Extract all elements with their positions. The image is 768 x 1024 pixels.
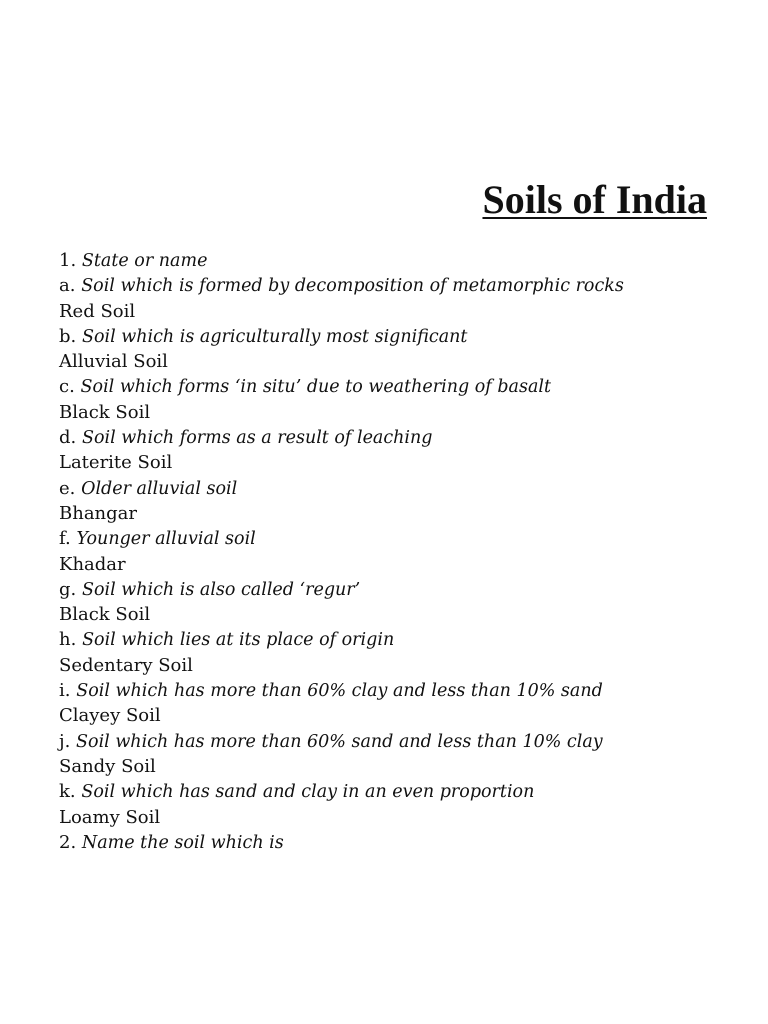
item-letter: a. <box>59 275 76 297</box>
item-answer: Sandy Soil <box>59 755 156 777</box>
item-answer: Khadar <box>59 553 126 575</box>
item-question <box>59 678 739 703</box>
item-question-text: Soil which is agriculturally most significant <box>81 326 468 347</box>
item-letter: e. <box>59 477 76 499</box>
item-question-text: Soil which has more than 60% sand and less than 10% clay <box>76 731 603 752</box>
item-letter: i. <box>59 680 71 702</box>
item-question-text: Soil which forms ‘in situ’ due to weathering of basalt <box>80 377 552 398</box>
item-answer: Loamy Soil <box>59 806 161 828</box>
item-question-text: Older alluvial soil <box>81 478 238 499</box>
question-number: 1 <box>59 250 71 271</box>
item-question <box>59 273 739 298</box>
item-answer: Alluvial Soil <box>59 351 168 373</box>
item-answer: Clayey Soil <box>59 705 161 727</box>
item-answer: Black Soil <box>59 401 151 423</box>
item-question <box>59 526 739 551</box>
item-question-text: Younger alluvial soil <box>76 529 256 550</box>
item-letter: c. <box>59 376 75 398</box>
item-question <box>59 374 739 399</box>
item-answer: Bhangar <box>59 502 138 524</box>
question-list <box>59 248 739 855</box>
item-question <box>59 627 739 652</box>
item-question <box>59 779 739 804</box>
item-question-text: Soil which has more than 60% clay and less than 10% sand <box>76 681 603 702</box>
item-answer: Black Soil <box>59 604 151 626</box>
question-prompt: State or name <box>81 251 208 271</box>
item-question <box>59 476 739 501</box>
item-letter: f. <box>59 528 71 550</box>
question-number: 2. <box>59 831 77 853</box>
question-1-heading: 1. State or name <box>59 250 208 271</box>
item-letter: d. <box>59 427 77 449</box>
item-question <box>59 324 739 349</box>
item-answer: Sedentary Soil <box>59 654 193 676</box>
item-question-text: Soil which lies at its place of origin <box>82 630 395 651</box>
item-letter: h. <box>59 629 77 651</box>
item-letter: b. <box>59 325 77 347</box>
item-answer: Red Soil <box>59 300 136 322</box>
item-letter: j. <box>59 730 71 752</box>
page-title: Soils of India <box>482 177 707 222</box>
item-question <box>59 425 739 450</box>
item-question-text: Soil which is formed by decomposition of metamorphic rocks <box>81 276 624 297</box>
item-letter: k. <box>59 781 76 803</box>
item-answer: Laterite Soil <box>59 452 173 474</box>
question-2-heading <box>59 830 739 855</box>
item-letter: g. <box>59 578 77 600</box>
item-question-text: Soil which forms as a result of leaching <box>81 428 433 449</box>
question-prompt: Name the soil which is <box>81 832 284 853</box>
item-question-text: Soil which has sand and clay in an even proportion <box>81 782 535 803</box>
item-question <box>59 729 739 754</box>
item-question-text: Soil which is also called ‘regur’ <box>81 579 361 600</box>
item-question <box>59 577 739 602</box>
